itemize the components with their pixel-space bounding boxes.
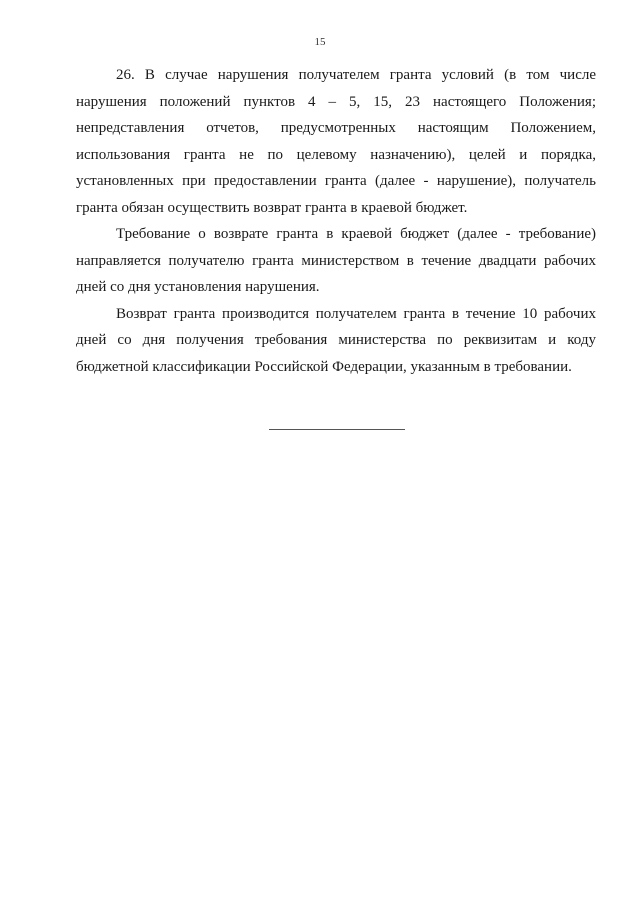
document-body bbox=[76, 62, 596, 380]
page-number: 15 bbox=[314, 36, 326, 48]
end-separator-line bbox=[269, 429, 405, 430]
paragraph-refund: Возврат гранта производится получателем гранта в течение 10 рабочих дней со дня получения требования министерства по реквизитам и коду бюджетной классификации Российской Федерации, указанным в требовании. bbox=[76, 305, 596, 375]
paragraph-requirement: Требование о возврате гранта в краевой бюджет (далее - требование) направляется получателю гранта министерством в течение двадцати рабочих дней со дня установления нарушения. bbox=[76, 226, 596, 295]
paragraph-26: 26. В случае нарушения получателем гранта условий (в том числе нарушения положений пунктов 4 – 5, 15, 23 настоящего Положения; непредставления отчетов, предусмотренных настоящим Положением, использования гранта не по целевому назначению), целей и порядка, установленных при предоставлении гранта (далее - нарушение), получатель гранта обязан осуществить возврат гранта в краевой бюджет. bbox=[76, 67, 596, 216]
